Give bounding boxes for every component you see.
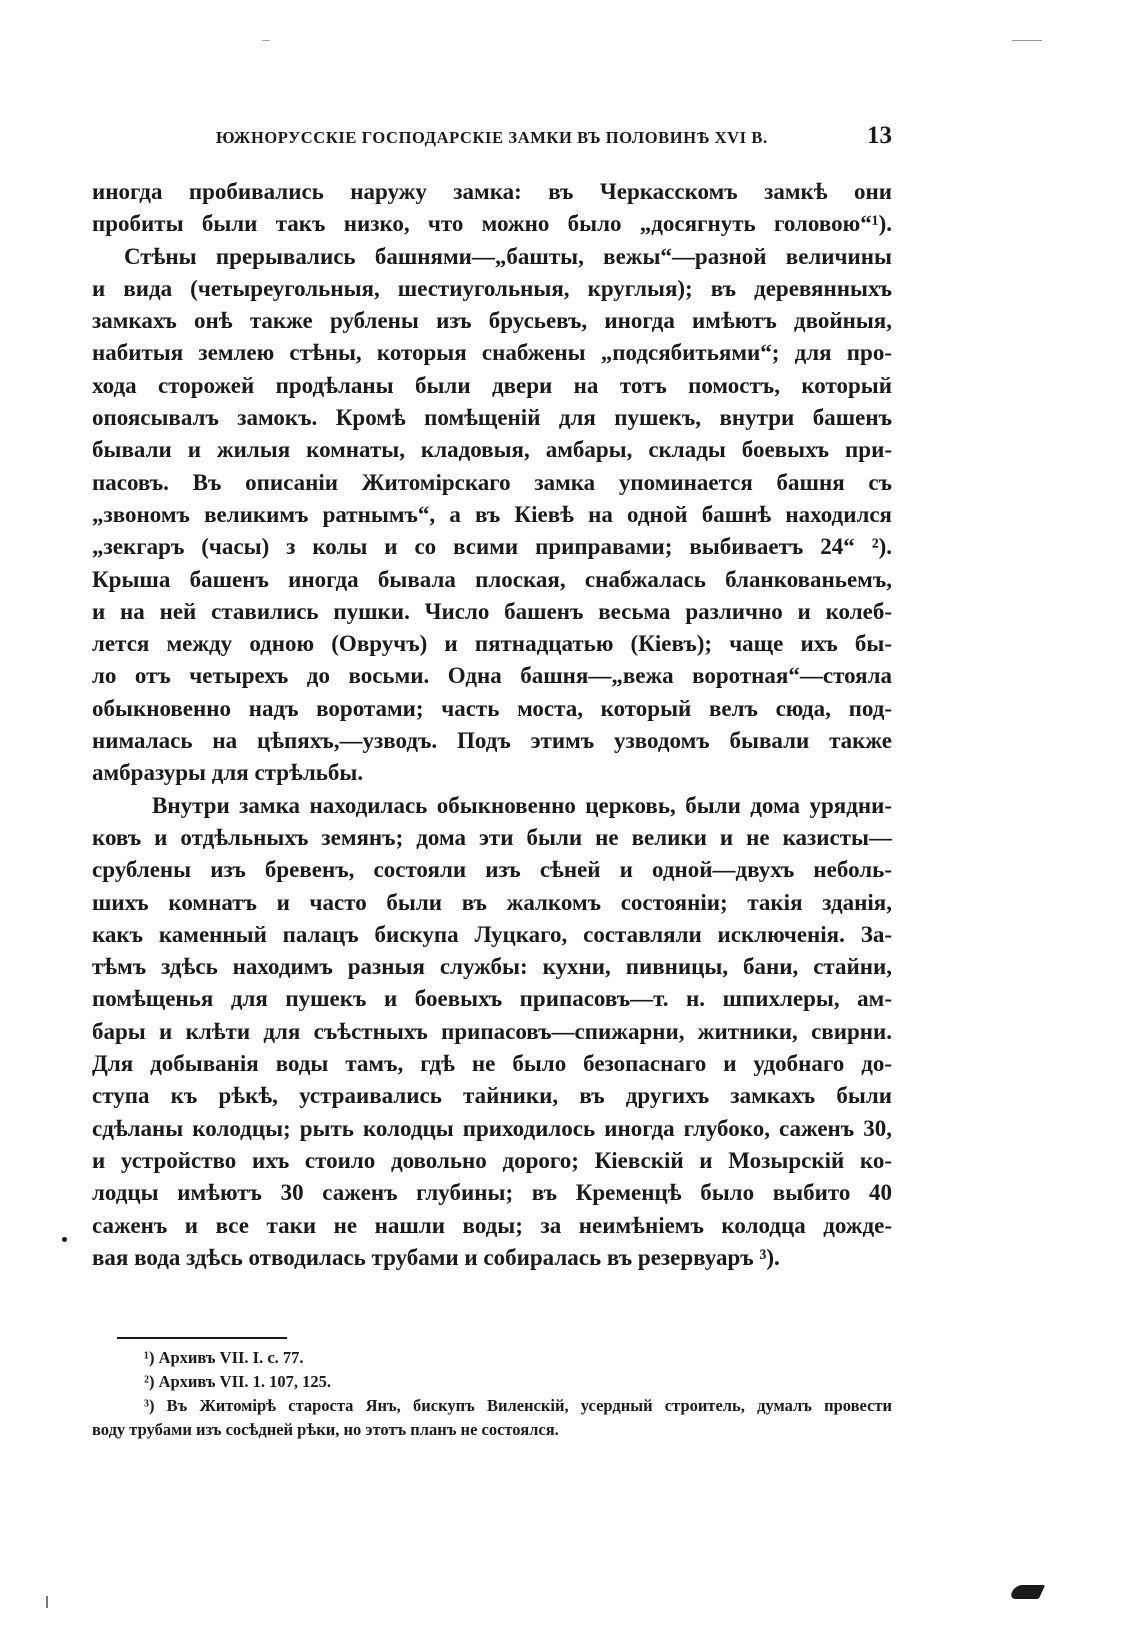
text-line: и вида (четыреугольныя, шестиугольныя, круглыя); въ деревянныхъ <box>92 275 892 301</box>
text-line: вая вода здѣсь отводилась трубами и собиралась въ резервуаръ ³). <box>92 1244 780 1270</box>
text-line: тѣмъ здѣсь находимъ разныя службы: кухни, пивницы, бани, стайни, <box>92 954 892 980</box>
text-line: „зекгаръ (часы) з колы и со всими приправами; выбиваетъ 24“ ²). <box>92 534 892 560</box>
text-line: опоясывалъ замокъ. Кромѣ помѣщеній для пушекъ, внутри башенъ <box>92 405 892 431</box>
footnote-3-continued: воду трубами изъ сосѣдней рѣки, но этотъ планъ не состоялся. <box>92 1420 559 1439</box>
text-line: хода сторожей продѣланы были двери на тотъ помостъ, который <box>92 372 892 398</box>
text-line: набитыя землею стѣны, которыя снабжены „подсябитьями“; для про- <box>92 340 892 366</box>
text-line: какъ каменный палацъ бискупа Луцкаго, составляли исключенія. За- <box>92 921 892 947</box>
text-line: пасовъ. Въ описаніи Житомірскаго замка упоминается башня съ <box>92 469 892 495</box>
scan-blot-bottom-right <box>1009 1585 1046 1599</box>
text-line: и на ней ставились пушки. Число башенъ весьма различно и колеб- <box>92 598 892 624</box>
text-line: Для добыванія воды тамъ, гдѣ не было безопаснаго и удобнаго до- <box>92 1051 892 1077</box>
text-line: лодцы имѣютъ 30 саженъ глубины; въ Кременцѣ было выбито 40 <box>92 1180 892 1206</box>
text-line: шихъ комнатъ и часто были въ жалкомъ состояніи; такія зданія, <box>92 889 892 915</box>
text-line: нималась на цѣпяхъ,—узводъ. Подъ этимъ узводомъ бывали также <box>92 728 892 754</box>
text-line: иногда пробивались наружу замка: въ Черкасскомъ замкѣ они <box>92 179 892 204</box>
text-line: Стѣны прерывались башнями—„башты, вежы“—разной величины <box>124 243 892 269</box>
text-line: обыкновенно надъ воротами; часть моста, который велъ сюда, под- <box>92 695 892 721</box>
text-line: бывали и жилыя комнаты, кладовыя, амбары, склады боевыхъ при- <box>92 437 892 463</box>
text-line: ковъ и отдѣльныхъ земянъ; дома эти были не велики и не казисты— <box>92 824 892 850</box>
text-line: „звономъ великимъ ратнымъ“, а въ Кіевѣ на одной башнѣ находился <box>92 501 892 527</box>
text-line: амбразуры для стрѣльбы. <box>92 760 364 786</box>
text-line: ступа къ рѣкѣ, устраивались тайники, въ другихъ замкахъ были <box>92 1083 892 1109</box>
footnote-1: ¹) Архивъ VII. I. с. 77. <box>144 1348 304 1367</box>
footnotes <box>92 1346 892 1442</box>
text-line: и устройство ихъ стоило довольно дорого; Кіевскій и Мозырскій ко- <box>92 1147 892 1173</box>
footnote-2: ²) Архивъ VII. 1. 107, 125. <box>144 1372 332 1391</box>
footnote-3: ³) Въ Житомірѣ староста Янъ, бискупъ Виленскій, усердный строитель, думалъ провести <box>144 1396 892 1415</box>
text-line: замкахъ онѣ также рублены изъ брусьевъ, иногда имѣютъ двойныя, <box>92 308 892 334</box>
text-line: бары и клѣти для съѣстныхъ припасовъ—спижарни, житники, свирни. <box>92 1018 892 1044</box>
text-line: Крыша башенъ иногда бывала плоская, снабжалась бланкованьемъ, <box>92 566 892 592</box>
text-line: пробиты были такъ низко, что можно было „досягнуть головою“¹). <box>92 211 892 237</box>
text-line: ло отъ четырехъ до восьми. Одна башня—„вежа воротная“—стояла <box>92 663 892 689</box>
text-line: помѣщенья для пушекъ и боевыхъ припасовъ—т. н. шпихлеры, ам- <box>92 986 892 1012</box>
footnote-divider <box>117 1337 287 1339</box>
running-head: ЮЖНОРУССКІЕ ГОСПОДАРСКІЕ ЗАМКИ ВЪ ПОЛОВИНѢ XVI В. <box>216 128 768 147</box>
scan-mark-top-right <box>1012 40 1042 41</box>
text-line: Внутри замка находилась обыкновенно церковь, были дома урядни- <box>152 792 892 818</box>
scan-mark-top-left <box>262 40 270 41</box>
text-line: сдѣланы колодцы; рыть колодцы приходилось иногда глубоко, саженъ 30, <box>92 1115 892 1141</box>
scan-dot-margin <box>62 1237 67 1242</box>
body-text <box>92 176 892 1274</box>
text-line: срублены изъ бревенъ, состояли изъ сѣней и одной—двухъ неболь- <box>92 857 892 883</box>
text-line: лется между одною (Овручъ) и пятнадцатью (Кіевъ); чаще ихъ бы- <box>92 631 892 657</box>
page-number: 13 <box>867 122 892 149</box>
text-line: саженъ и все таки не нашли воды; за неимѣніемъ колодца дожде- <box>92 1212 892 1238</box>
scan-mark-bottom-left <box>46 1596 48 1608</box>
